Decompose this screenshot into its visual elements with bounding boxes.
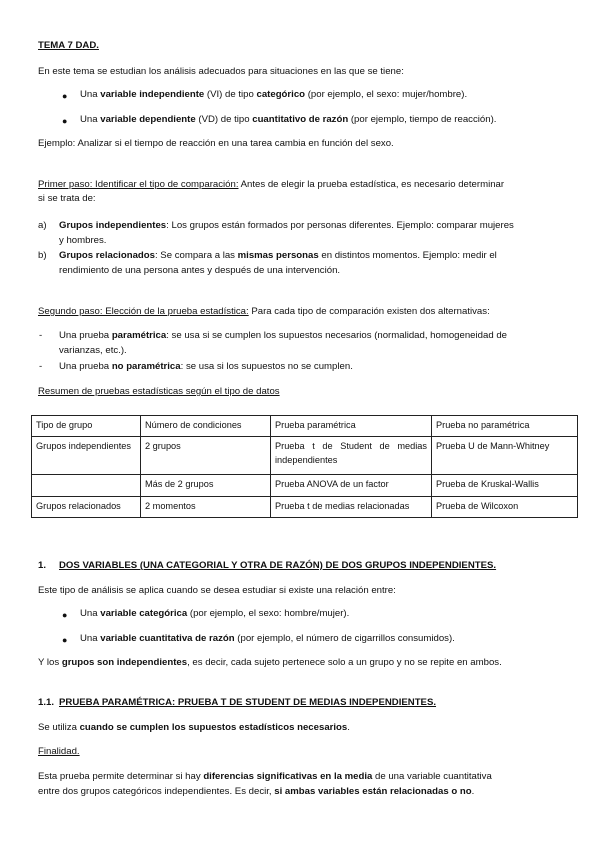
list-marker: - [39, 330, 43, 341]
section1-closing: Y los grupos son independientes, es decir, cada sujeto pertenece solo a un grupo y no se repite en ambos. [38, 657, 502, 668]
bullet-icon: ● [62, 91, 68, 101]
step2-item-1: Una prueba paramétrica: se usa si se cumplen los supuestos necesarios (normalidad, homogeneidad de [59, 330, 507, 341]
summary-table [31, 415, 578, 518]
step2-line: Segundo paso: Elección de la prueba estadística: Para cada tipo de comparación existen dos alternativas: [38, 306, 490, 317]
list-marker: - [39, 361, 43, 372]
column-header: Prueba no paramétrica [432, 416, 578, 437]
intro-bullet-2: Una variable dependiente (VD) de tipo cuantitativo de razón (por ejemplo, tiempo de reacción). [80, 114, 497, 125]
column-header: Prueba paramétrica [271, 416, 432, 437]
section1-bullet-2: Una variable cuantitativa de razón (por ejemplo, el número de cigarrillos consumidos). [80, 633, 455, 644]
section11-number: 1.1. [38, 697, 55, 708]
step2-item-2: Una prueba no paramétrica: se usa si los supuestos no se cumplen. [59, 361, 353, 372]
table-cell: Prueba ANOVA de un factor [271, 475, 432, 496]
table-cell: Grupos independientes [32, 437, 141, 475]
section11-use: Se utiliza cuando se cumplen los supuestos estadísticos necesarios. [38, 722, 350, 733]
table-cell: Prueba t de Student de medias independientes [271, 437, 432, 475]
table-row [32, 437, 578, 475]
section1-heading: DOS VARIABLES (UNA CATEGORIAL Y OTRA DE RAZÓN) DE DOS GRUPOS INDEPENDIENTES. [59, 560, 497, 571]
finalidad-heading: Finalidad. [38, 746, 80, 757]
intro-text: En este tema se estudian los análisis adecuados para situaciones en las que se tiene: [38, 66, 404, 77]
document-title: TEMA 7 DAD. [38, 40, 99, 51]
summary-heading: Resumen de pruebas estadísticas según el tipo de datos [38, 386, 280, 397]
table-cell: Más de 2 grupos [141, 475, 271, 496]
section1-text: Este tipo de análisis se aplica cuando se desea estudiar si existe una relación entre: [38, 585, 396, 596]
step1-item-a-cont: y hombres. [59, 235, 107, 246]
table-cell [32, 475, 141, 496]
step1-item-b: Grupos relacionados: Se compara a las mismas personas en distintos momentos. Ejemplo: medir el [59, 250, 497, 261]
list-marker: a) [38, 220, 47, 231]
table-cell: Prueba t de medias relacionadas [271, 496, 432, 517]
bullet-icon: ● [62, 116, 68, 126]
table-cell: Prueba de Kruskal-Wallis [432, 475, 578, 496]
table-cell: 2 momentos [141, 496, 271, 517]
step2-heading: Segundo paso: Elección de la prueba estadística: [38, 306, 249, 317]
column-header: Tipo de grupo [32, 416, 141, 437]
table-row [32, 475, 578, 496]
list-marker: b) [38, 250, 47, 261]
bullet-icon: ● [62, 610, 68, 620]
section1-bullet-1: Una variable categórica (por ejemplo, el sexo: hombre/mujer). [80, 608, 350, 619]
intro-bullet-1: Una variable independiente (VI) de tipo categórico (por ejemplo, el sexo: mujer/hombre). [80, 89, 468, 100]
table-header-row [32, 416, 578, 437]
step1-item-b-cont: rendimiento de una persona antes y después de una intervención. [59, 265, 341, 276]
section11-paragraph-line1: Esta prueba permite determinar si hay diferencias significativas en la media de una variable cuantitativa [38, 771, 492, 782]
column-header: Número de condiciones [141, 416, 271, 437]
section1-number: 1. [38, 560, 47, 571]
step1-heading: Primer paso: Identificar el tipo de comparación: [38, 179, 239, 190]
intro-example: Ejemplo: Analizar si el tiempo de reacción en una tarea cambia en función del sexo. [38, 138, 394, 149]
table-cell: Grupos relacionados [32, 496, 141, 517]
table-cell: Prueba U de Mann-Whitney [432, 437, 578, 475]
table-cell: 2 grupos [141, 437, 271, 475]
step1-line2: si se trata de: [38, 193, 96, 204]
step1-line1: Primer paso: Identificar el tipo de comparación: Antes de elegir la prueba estadística, es necesario determinar [38, 179, 505, 190]
section11-heading: PRUEBA PARAMÉTRICA: PRUEBA T DE STUDENT DE MEDIAS INDEPENDIENTES. [59, 697, 437, 708]
step1-item-a: Grupos independientes: Los grupos están formados por personas diferentes. Ejemplo: comparar mujeres [59, 220, 514, 231]
bullet-icon: ● [62, 635, 68, 645]
section11-paragraph-line2: entre dos grupos categóricos independientes. Es decir, si ambas variables están relacionadas o no. [38, 786, 475, 797]
table-row [32, 496, 578, 517]
step2-item-1-cont: varianzas, etc.). [59, 345, 127, 356]
table-cell: Prueba de Wilcoxon [432, 496, 578, 517]
